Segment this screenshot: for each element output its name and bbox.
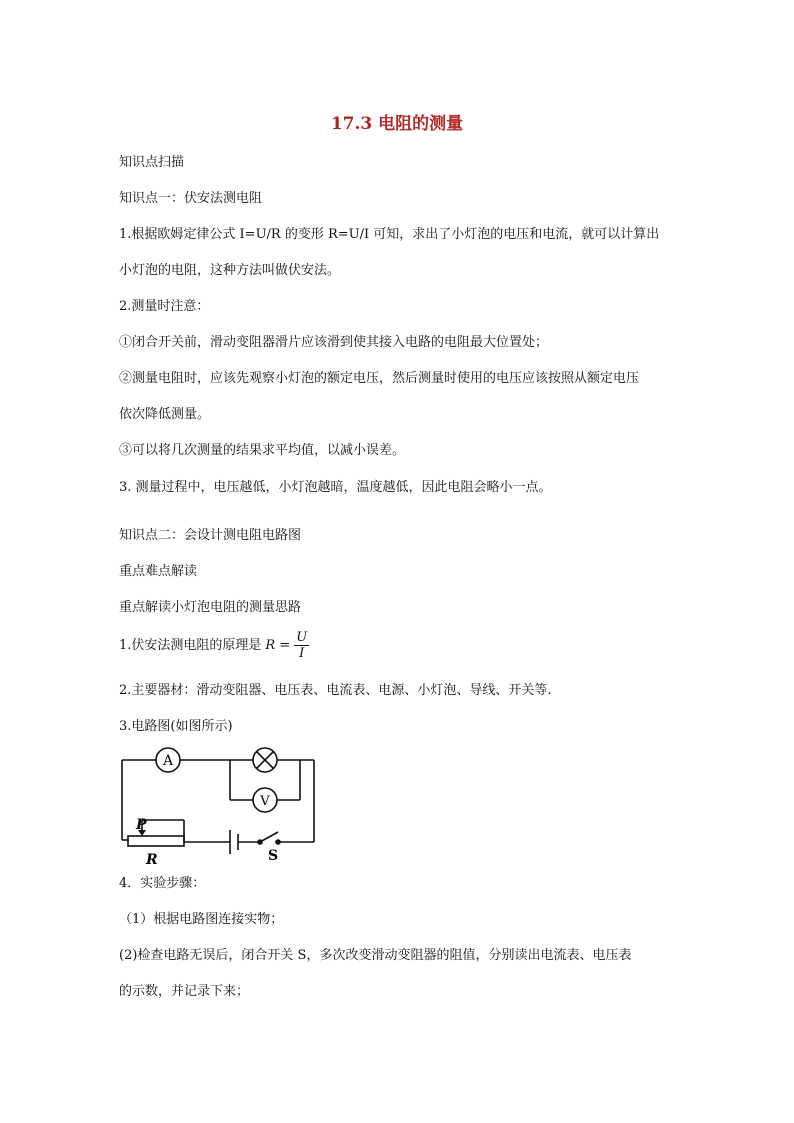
- paragraph-line: 3.电路图(如图所示): [119, 719, 233, 734]
- paragraph-line: ②测量电阻时，应该先观察小灯泡的额定电压，然后测量时使用的电压应该按照从额定电压: [119, 371, 640, 386]
- paragraph-line: 2.测量时注意：: [119, 299, 210, 314]
- voltmeter-label: V: [260, 794, 270, 809]
- paragraph-line: 小灯泡的电阻，这种方法叫做伏安法。: [119, 263, 341, 278]
- switch-label: S: [268, 848, 279, 864]
- step-line: （1）根据电路图连接实物；: [119, 912, 284, 927]
- paragraph-line: 1.根据欧姆定律公式 I=U/R 的变形 R=U/I 可知，求出了小灯泡的电压和电流，就可以计算出: [119, 227, 660, 242]
- paragraph-line: 2.主要器材：滑动变阻器、电压表、电流表、电源、小灯泡、导线、开关等.: [119, 683, 552, 698]
- rheostat-label: R: [146, 852, 158, 868]
- formula-numerator: U: [296, 630, 308, 645]
- switch-blade-icon: [260, 832, 278, 842]
- section-heading-key-points: 重点难点解读: [119, 564, 198, 579]
- circuit-diagram: [110, 740, 330, 870]
- rheostat-icon: [128, 836, 184, 846]
- ammeter-label: A: [162, 753, 174, 769]
- step-line: 的示数，并记录下来；: [119, 984, 250, 999]
- section-heading-overview: 知识点扫描: [119, 155, 185, 170]
- principle-line: [119, 630, 309, 661]
- step-line: (2)检查电路无误后，闭合开关 S，多次改变滑动变阻器的阻值，分别读出电流表、电压表: [119, 948, 632, 963]
- page-title: 17.3 电阻的测量: [330, 114, 464, 134]
- principle-text: 1.伏安法测电阻的原理是: [119, 637, 262, 653]
- paragraph-line: 3. 测量过程中，电压越低，小灯泡越暗，温度越低，因此电阻会略小一点。: [119, 480, 552, 495]
- knowledge-point-2-heading: 知识点二：会设计测电阻电路图: [119, 528, 302, 543]
- paragraph-line: ③可以将几次测量的结果求平均值，以减小误差。: [119, 443, 406, 458]
- knowledge-point-1-heading: 知识点一：伏安法测电阻: [119, 191, 263, 206]
- paragraph-line: 依次降低测量。: [119, 407, 211, 422]
- slider-label: P: [136, 817, 147, 833]
- steps-heading: 4．实验步骤：: [119, 876, 206, 891]
- formula-fraction: [294, 630, 309, 661]
- paragraph-line: 重点解读小灯泡电阻的测量思路: [119, 600, 302, 615]
- formula-lhs: R =: [265, 637, 291, 653]
- paragraph-line: ①闭合开关前，滑动变阻器滑片应该滑到使其接入电路的电阻最大位置处；: [119, 335, 549, 350]
- formula-denominator: I: [299, 646, 305, 661]
- switch-contact: [276, 840, 280, 844]
- ohm-formula: [265, 630, 309, 661]
